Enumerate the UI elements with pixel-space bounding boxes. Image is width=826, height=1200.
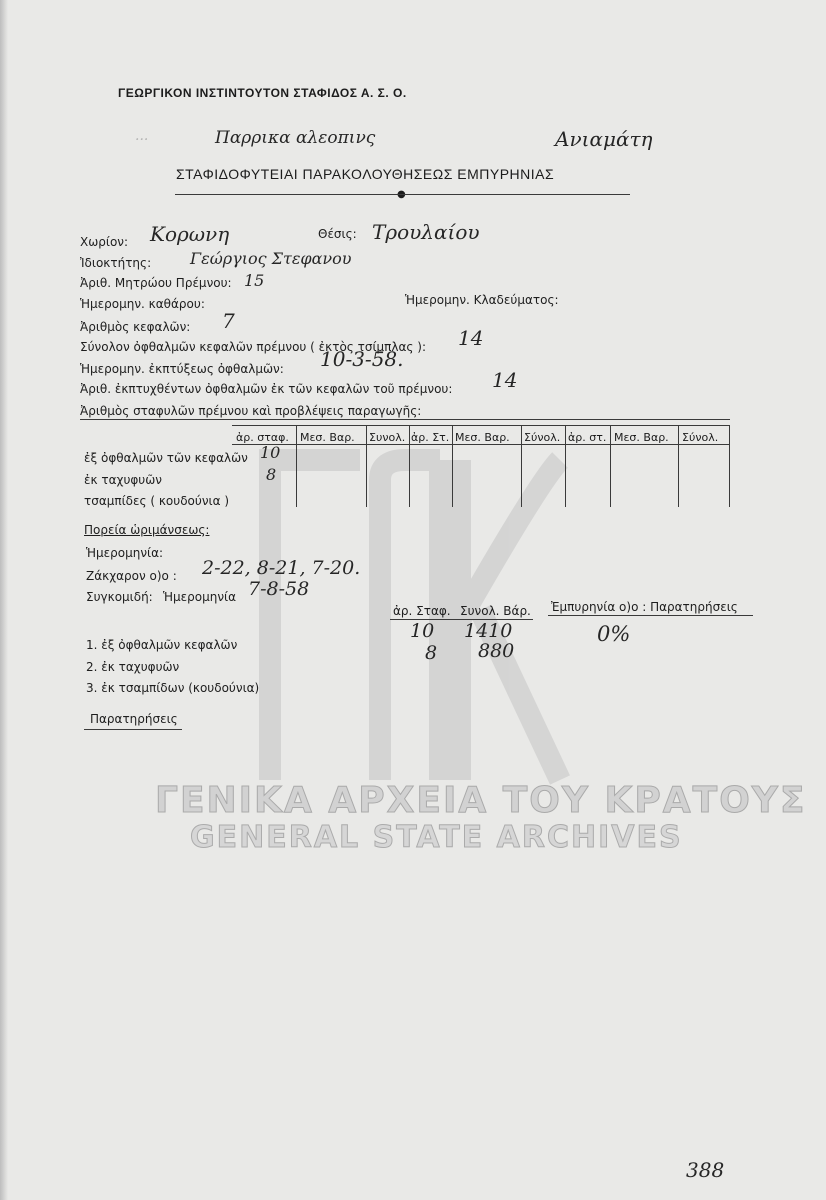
forecast-col-divider [366, 425, 367, 507]
forecast-row-label: ἐξ ὀφθαλμῶν τῶν κεφαλῶν [84, 451, 248, 465]
sugar-label: Ζάκχαρον ο)ο : [86, 569, 177, 583]
forecast-cell-value: 8 [266, 465, 277, 484]
registry-value: 15 [244, 271, 265, 290]
total-eyes-value: 14 [458, 326, 484, 350]
heads-label: Ἀριθμὸς κεφαλῶν: [80, 320, 191, 334]
harvest-header: Ἐμπυρηνία ο)ο : Παρατηρήσεις [551, 600, 738, 614]
bleed-through-text: ... [135, 128, 149, 144]
developed-eyes-value: 14 [492, 368, 518, 392]
title-bullet: ● [397, 189, 406, 200]
handwritten-name: Παρρικα αλεοπινς [215, 128, 376, 148]
owner-value: Γεώργιος Στεφανου [190, 249, 352, 268]
seediness-value: 0% [597, 622, 631, 646]
registry-label: Ἀριθ. Μητρώου Πρέμνου: [80, 276, 232, 290]
forecast-table-header-rule [232, 444, 730, 445]
institute-name: ΓΕΩΡΓΙΚΟΝ ΙΝΣΤΙΝΤΟΥΤΟΝ ΣΤΑΦΙΔΟΣ Α. Σ. Ο. [118, 86, 407, 100]
handwritten-top-right: Ανιαμάτη [555, 127, 653, 151]
bud-date-label: Ἡμερομην. ἐκπτύξεως ὀφθαλμῶν: [80, 362, 284, 376]
forecast-header: Σύνολ. [524, 431, 561, 444]
forecast-row-label: τσαμπίδες ( κουδούνια ) [84, 494, 229, 508]
forecast-header: ἀρ. Στ. [411, 431, 450, 444]
harvest-count-value: 8 [425, 642, 438, 664]
harvest-weight-value: 1410 [464, 620, 513, 642]
harvest-header-rule [548, 615, 753, 616]
forecast-header: ἀρ. στ. [568, 431, 607, 444]
forecast-col-divider [678, 425, 679, 507]
sugar-value: 2-22, 8-21, 7-20. [202, 557, 361, 579]
forecast-header: Μεσ. Βαρ. [455, 431, 510, 444]
forecast-header: Συνολ. [369, 431, 406, 444]
harvest-row-label: 2. ἐκ ταχυφυῶν [86, 660, 180, 674]
forecast-col-divider [610, 425, 611, 507]
cleaning-date-label: Ἡμερομην. καθάρου: [80, 297, 205, 311]
harvest-header: ἀρ. Σταφ. [393, 604, 451, 618]
remarks-label: Παρατηρήσεις [90, 712, 178, 726]
forecast-header: Μεσ. Βαρ. [300, 431, 355, 444]
harvest-count-value: 10 [410, 620, 435, 642]
ripening-date-label: Ἡμερομηνία: [86, 546, 164, 560]
forecast-col-divider [296, 425, 297, 507]
archive-watermark-english: GENERAL STATE ARCHIVES [190, 820, 683, 855]
remarks-underline [84, 729, 182, 730]
position-value: Τρουλαίου [372, 220, 480, 244]
harvest-row-label: 3. ἐκ τσαμπίδων (κουδούνια) [86, 681, 260, 695]
forecast-header: Μεσ. Βαρ. [614, 431, 669, 444]
harvest-header: Συνολ. Βάρ. [460, 604, 531, 618]
form-title: ΣΤΑΦΙΔΟΦΥΤΕΙΑΙ ΠΑΡΑΚΟΛΟΥΘΗΣΕΩΣ ΕΜΠΥΡΗΝΙΑΣ [176, 166, 555, 182]
clusters-rule [80, 419, 730, 420]
owner-label: Ἰδιοκτήτης: [80, 256, 152, 270]
forecast-col-divider [729, 425, 730, 507]
developed-eyes-label: Ἀριθ. ἐκπτυχθέντων ὀφθαλμῶν ἐκ τῶν κεφαλῶν τοῦ πρέμνου: [80, 382, 453, 396]
forecast-col-divider [452, 425, 453, 507]
harvest-row-label: 1. ἐξ ὀφθαλμῶν κεφαλῶν [86, 638, 238, 652]
bud-date-value: 10-3-58. [320, 347, 404, 371]
harvest-label: Συγκομιδή: [86, 590, 153, 604]
harvest-weight-value: 880 [478, 640, 515, 662]
archive-watermark-greek: ΓΕΝΙΚΑ ΑΡΧΕΙΑ ΤΟΥ ΚΡΑΤΟΥΣ [155, 780, 807, 821]
forecast-col-divider [409, 425, 410, 507]
total-eyes-label: Σύνολον ὀφθαλμῶν κεφαλῶν πρέμνου ( ἐκτὸς τσίμπλας ): [80, 340, 426, 354]
ripening-title: Πορεία ὡριμάνσεως: [84, 523, 210, 537]
forecast-col-divider [521, 425, 522, 507]
forecast-cell-value: 10 [260, 443, 281, 462]
forecast-row-label: ἐκ ταχυφυῶν [84, 473, 162, 487]
harvest-date-value: 7-8-58 [248, 578, 310, 600]
forecast-header: ἀρ. σταφ. [236, 431, 289, 444]
position-label: Θέσις: [318, 227, 357, 241]
harvest-date-label: Ἡμερομηνία [163, 590, 237, 604]
title-underline [175, 194, 630, 195]
village-label: Χωρίον: [80, 235, 129, 249]
folio-number: 388 [686, 1158, 725, 1182]
clusters-label: Ἀριθμὸς σταφυλῶν πρέμνου καὶ προβλέψεις παραγωγῆς: [80, 404, 422, 418]
heads-value: 7 [222, 309, 235, 333]
forecast-table-top-rule [232, 425, 730, 426]
forecast-col-divider [565, 425, 566, 507]
pruning-date-label: Ἡμερομην. Κλαδεύματος: [405, 293, 559, 307]
village-value: Κορωνη [150, 222, 230, 246]
forecast-header: Σύνολ. [682, 431, 719, 444]
